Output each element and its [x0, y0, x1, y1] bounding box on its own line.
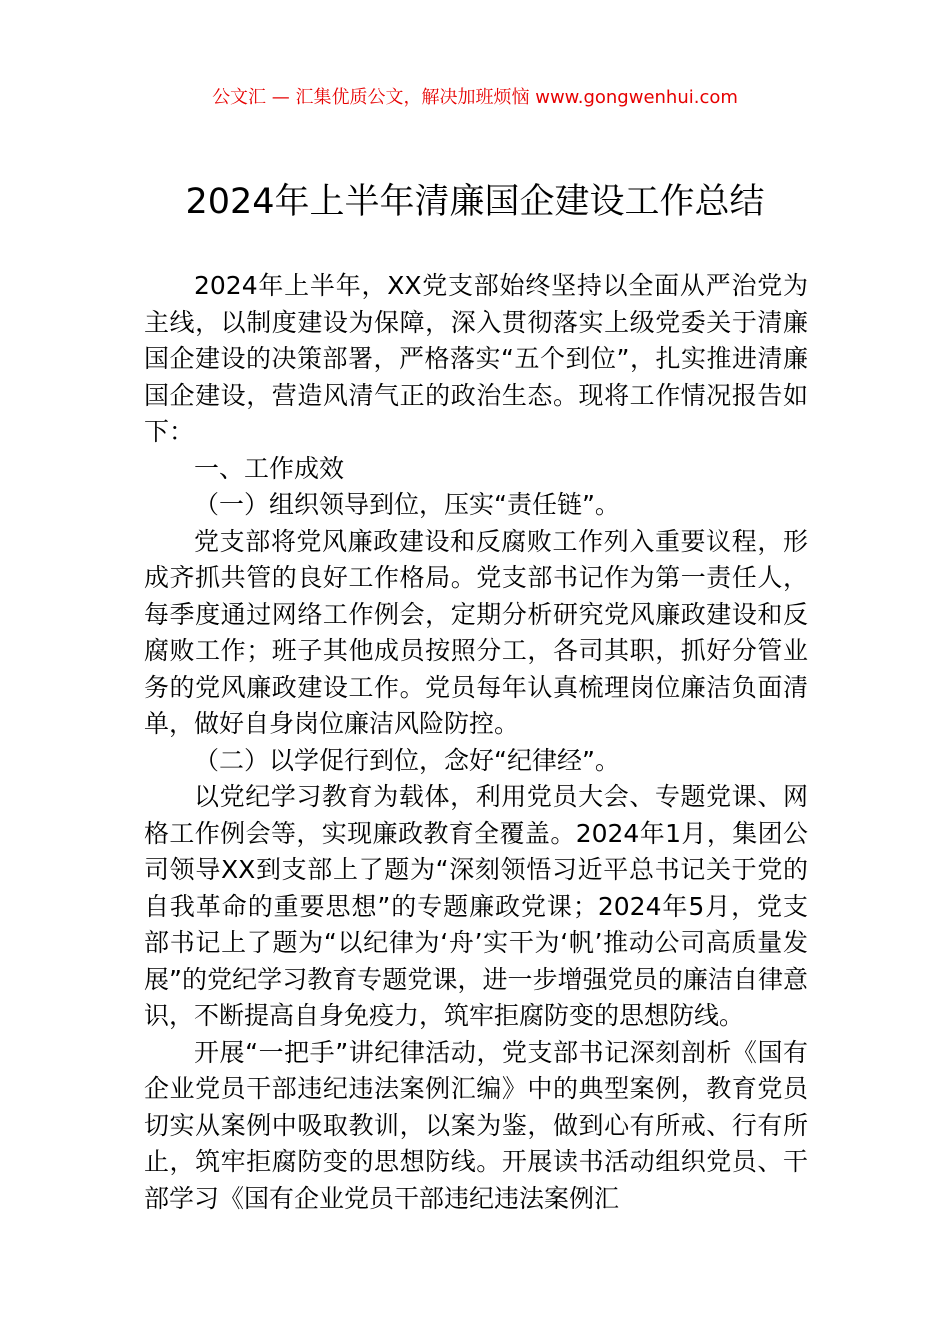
subheading-learning: （二）以学促行到位，念好“纪律经”。 — [194, 745, 620, 775]
paragraph-learning: 以党纪学习教育为载体，利用党员大会、专题党课、网格工作例会等，实现廉政教育全覆盖。2024年1月，集团公司领导XX到支部上了题为“深刻领悟习近平总书记关于党的自我革命的重要思想”的专题廉政党课；2024年5月，党支部书记上了题为“以纪律为‘舟’实干为‘帆’推动公司高质量发展”的党纪学习教育专题党课，进一步增强党员的廉洁自律意识，不断提高自身免疫力，筑牢拒腐防变的思想防线。 — [144, 782, 808, 1030]
section-heading-achievements: 一、工作成效 — [194, 453, 345, 483]
document-title: 2024年上半年清廉国企建设工作总结 — [185, 182, 765, 222]
subheading-leadership: （一）组织领导到位，压实“责任链”。 — [194, 490, 620, 519]
site-banner: 公文汇 — 汇集优质公文，解决加班烦恼 www.gongwenhui.com — [212, 87, 738, 108]
document-body — [144, 268, 808, 1217]
paragraph-discipline-activity: 开展“一把手”讲纪律活动，党支部书记深刻剖析《国有企业党员干部违纪违法案例汇编》中的典型案例，教育党员切实从案例中吸取教训，以案为鉴，做到心有所戒、行有所止，筑牢拒腐防变的思想防线。开展读书活动组织党员、干部学习《国有企业党员干部违纪违法案例汇 — [144, 1037, 808, 1213]
paragraph-leadership: 党支部将党风廉政建设和反腐败工作列入重要议程，形成齐抓共管的良好工作格局。党支部书记作为第一责任人，每季度通过网络工作例会，定期分析研究党风廉政建设和反腐败工作；班子其他成员按照分工，各司其职，抓好分管业务的党风廉政建设工作。党员每年认真梳理岗位廉洁负面清单，做好自身岗位廉洁风险防控。 — [144, 526, 808, 738]
paragraph-intro: 2024年上半年，XX党支部始终坚持以全面从严治党为主线，以制度建设为保障，深入贯彻落实上级党委关于清廉国企建设的决策部署，严格落实“五个到位”，扎实推进清廉国企建设，营造风清气正的政治生态。现将工作情况报告如下： — [144, 271, 808, 446]
